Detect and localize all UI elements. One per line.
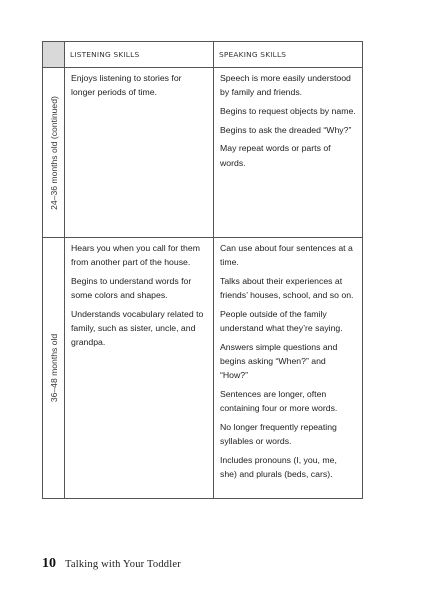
speaking-skill-item: Talks about their experiences at friends’ houses, school, and so on. (220, 275, 354, 301)
listening-skill-item: Begins to understand words for some colors and shapes. (71, 275, 192, 301)
listening-skills-cell (65, 238, 214, 499)
speaking-skill-item: Can use about four sentences at a time. (220, 243, 353, 268)
page-footer (42, 556, 181, 572)
listening-skills-header: LISTENING SKILLS (65, 42, 214, 68)
speaking-skill-item: Sentences are longer, often containing four or more words. (220, 388, 338, 414)
table-row (43, 68, 363, 238)
speaking-skill-item: Speech is more easily understood by family and friends. (220, 73, 351, 98)
speaking-skills-header: SPEAKING SKILLS (214, 42, 363, 68)
table-row (43, 238, 363, 499)
page-number: 10 (42, 556, 56, 571)
age-group-cell (43, 68, 65, 238)
listening-skill-item: Enjoys listening to stories for longer periods of time. (71, 73, 182, 98)
running-title: Talking with Your Toddler (65, 559, 181, 570)
speaking-skills-cell (214, 68, 363, 238)
age-group-cell (43, 238, 65, 499)
speaking-skill-item: No longer frequently repeating syllables or words. (220, 421, 337, 446)
listening-skills-cell (65, 68, 214, 238)
table-header-row (43, 42, 363, 68)
skills-table (42, 41, 363, 499)
speaking-skill-item: Answers simple questions and begins asking “When?” and “How?” (220, 341, 338, 381)
speaking-skill-item: Begins to ask the dreaded “Why?” (220, 124, 352, 135)
listening-skill-item: Understands vocabulary related to family, such as sister, uncle, and grandpa. (71, 308, 204, 348)
speaking-skills-cell (214, 238, 363, 499)
speaking-skill-item: Includes pronouns (I, you, me, she) and plurals (beds, cars). (220, 454, 337, 479)
age-group-label: 24–36 months old (continued) (48, 95, 59, 210)
speaking-skill-item: Begins to request objects by name. (220, 105, 356, 116)
age-group-label: 36–48 months old (48, 333, 59, 403)
speaking-skill-item: May repeat words or parts of words. (220, 143, 331, 168)
speaking-skill-item: People outside of the family understand what they’re saying. (220, 308, 343, 334)
listening-skill-item: Hears you when you call for them from another part of the house. (71, 243, 200, 268)
header-corner-cell (43, 42, 65, 68)
